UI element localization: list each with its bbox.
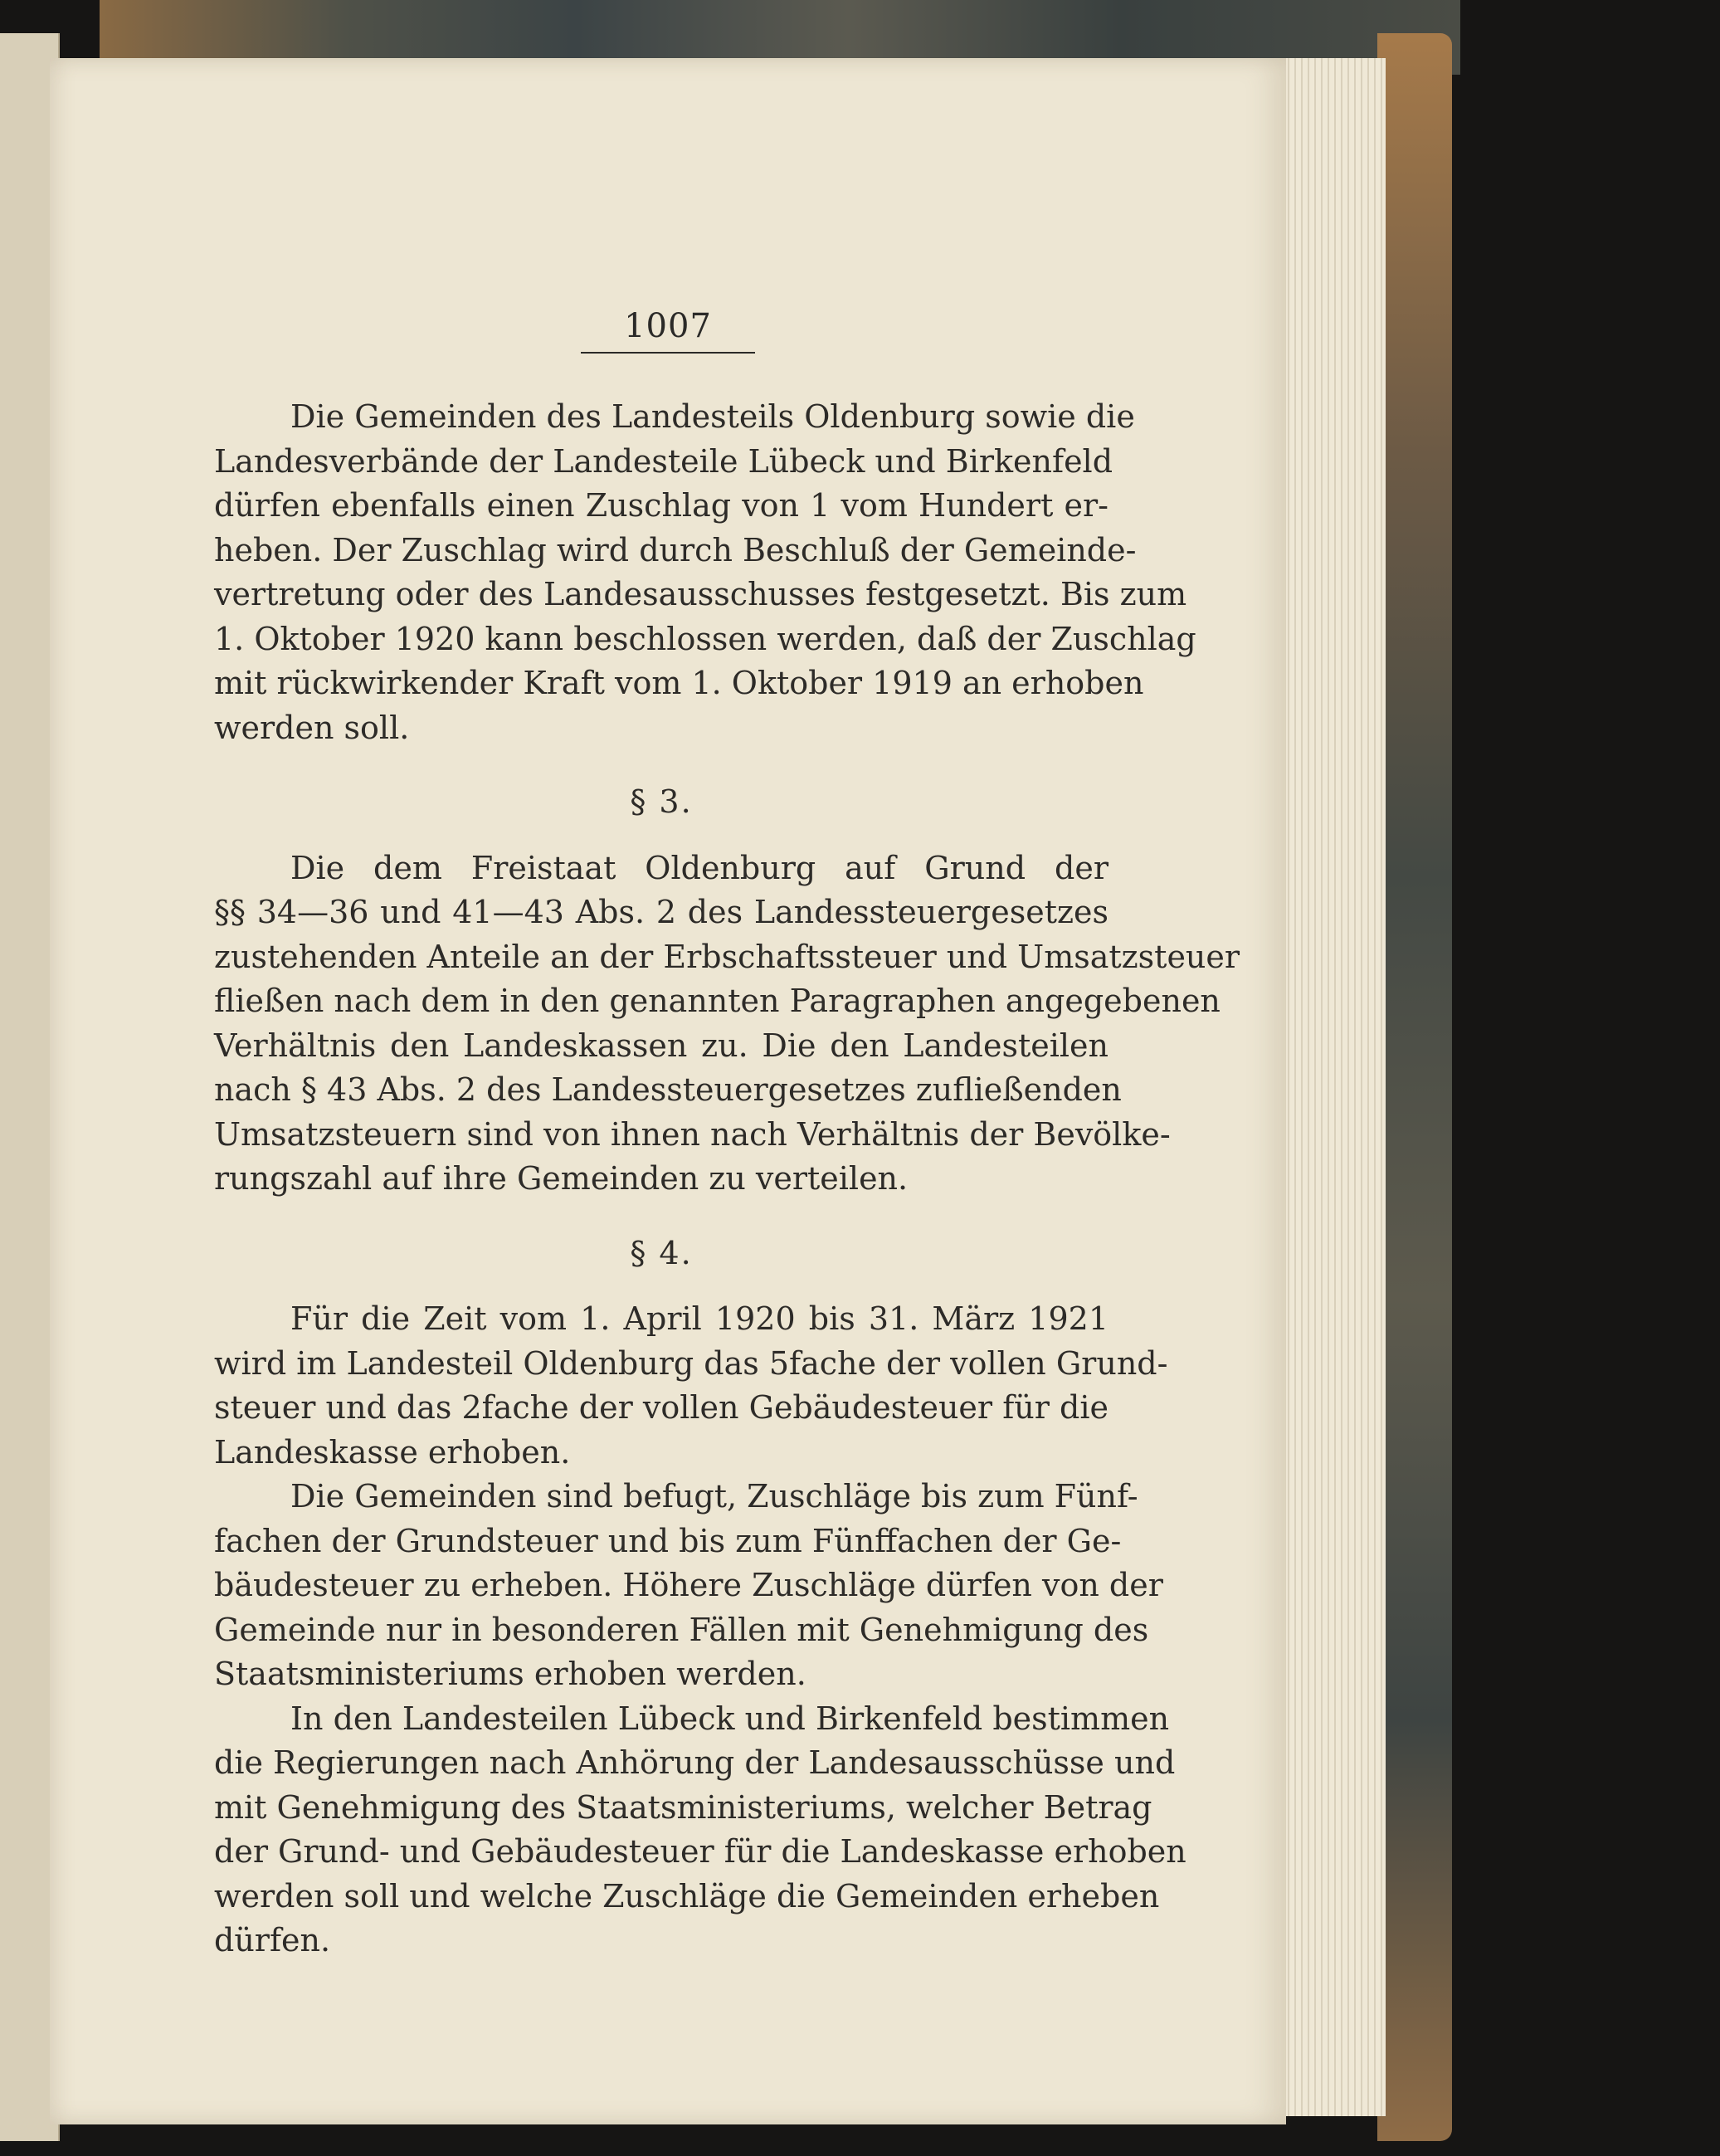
page-stack-edges bbox=[1269, 58, 1386, 2116]
book-page bbox=[50, 58, 1286, 2124]
text-line: Die Gemeinden des Landesteils Oldenburg sowie die bbox=[290, 398, 1135, 435]
text-line: Für die Zeit vom 1. April 1920 bis 31. März 1921 bbox=[290, 1300, 1108, 1337]
paragraph-intro bbox=[214, 395, 1196, 750]
text-line: wird im Landesteil Oldenburg das 5fache der vollen Grund- bbox=[214, 1344, 1168, 1382]
text-line: Landeskasse erhoben. bbox=[214, 1433, 571, 1471]
book-cover-right bbox=[1377, 33, 1452, 2141]
text-line: Staatsministeriums erhoben werden. bbox=[214, 1656, 806, 1692]
section-heading-4: § 4. bbox=[630, 1234, 693, 1271]
text-line: werden soll und welche Zuschläge die Gemeinden erheben bbox=[214, 1877, 1160, 1915]
section-heading-3: § 3. bbox=[630, 783, 693, 820]
text-line: bäudesteuer zu erheben. Höhere Zuschläge dürfen von der bbox=[214, 1567, 1163, 1603]
text-line: mit Genehmigung des Staatsministeriums, welcher Betrag bbox=[214, 1788, 1152, 1826]
text-line: §§ 34—36 und 41—43 Abs. 2 des Landessteuergesetzes bbox=[214, 894, 1108, 930]
section-4-paragraph-2 bbox=[214, 1475, 1163, 1697]
section-4-paragraph-1 bbox=[214, 1297, 1168, 1475]
text-line: rungszahl auf ihre Gemeinden zu verteilen. bbox=[214, 1160, 909, 1197]
text-line: fließen nach dem in den genannten Paragraphen angegebenen bbox=[214, 983, 1221, 1019]
text-line: Gemeinde nur in besonderen Fällen mit Genehmigung des bbox=[214, 1611, 1149, 1648]
text-line: mit rückwirkender Kraft vom 1. Oktober 1919 an erhoben bbox=[214, 665, 1144, 701]
text-line: Landesverbände der Landesteile Lübeck und Birkenfeld bbox=[214, 442, 1113, 480]
text-line: werden soll. bbox=[214, 709, 410, 746]
text-line: 1. Oktober 1920 kann beschlossen werden, daß der Zuschlag bbox=[214, 620, 1196, 657]
text-line: Verhältnis den Landeskassen zu. Die den Landesteilen bbox=[214, 1027, 1108, 1064]
section-4-paragraph-3 bbox=[214, 1697, 1186, 1963]
page-number: 1007 bbox=[581, 307, 755, 354]
text-line: nach § 43 Abs. 2 des Landessteuergesetzes zufließenden bbox=[214, 1071, 1122, 1108]
text-line: dürfen ebenfalls einen Zuschlag von 1 vom Hundert er- bbox=[214, 487, 1108, 524]
text-line: vertretung oder des Landesausschusses festgesetzt. Bis zum bbox=[214, 576, 1187, 612]
page-text bbox=[214, 395, 1240, 1963]
text-line: steuer und das 2fache der vollen Gebäudesteuer für die bbox=[214, 1389, 1108, 1426]
section-3-paragraph bbox=[214, 846, 1240, 1202]
text-line: zustehenden Anteile an der Erbschaftssteuer und Umsatzsteuer bbox=[214, 938, 1240, 975]
text-line: Umsatzsteuern sind von ihnen nach Verhältnis der Bevölke- bbox=[214, 1115, 1171, 1153]
text-line: heben. Der Zuschlag wird durch Beschluß der Gemeinde- bbox=[214, 531, 1137, 568]
text-line: dürfen. bbox=[214, 1922, 331, 1958]
text-line: Die Gemeinden sind befugt, Zuschläge bis zum Fünf- bbox=[290, 1478, 1138, 1515]
text-line: Die dem Freistaat Oldenburg auf Grund der bbox=[290, 849, 1108, 886]
text-line: fachen der Grundsteuer und bis zum Fünffachen der Ge- bbox=[214, 1522, 1122, 1559]
text-line: die Regierungen nach Anhörung der Landesausschüsse und bbox=[214, 1744, 1176, 1781]
text-line: In den Landesteilen Lübeck und Birkenfeld bestimmen bbox=[290, 1700, 1170, 1737]
text-line: der Grund- und Gebäudesteuer für die Landeskasse erhoben bbox=[214, 1833, 1186, 1870]
